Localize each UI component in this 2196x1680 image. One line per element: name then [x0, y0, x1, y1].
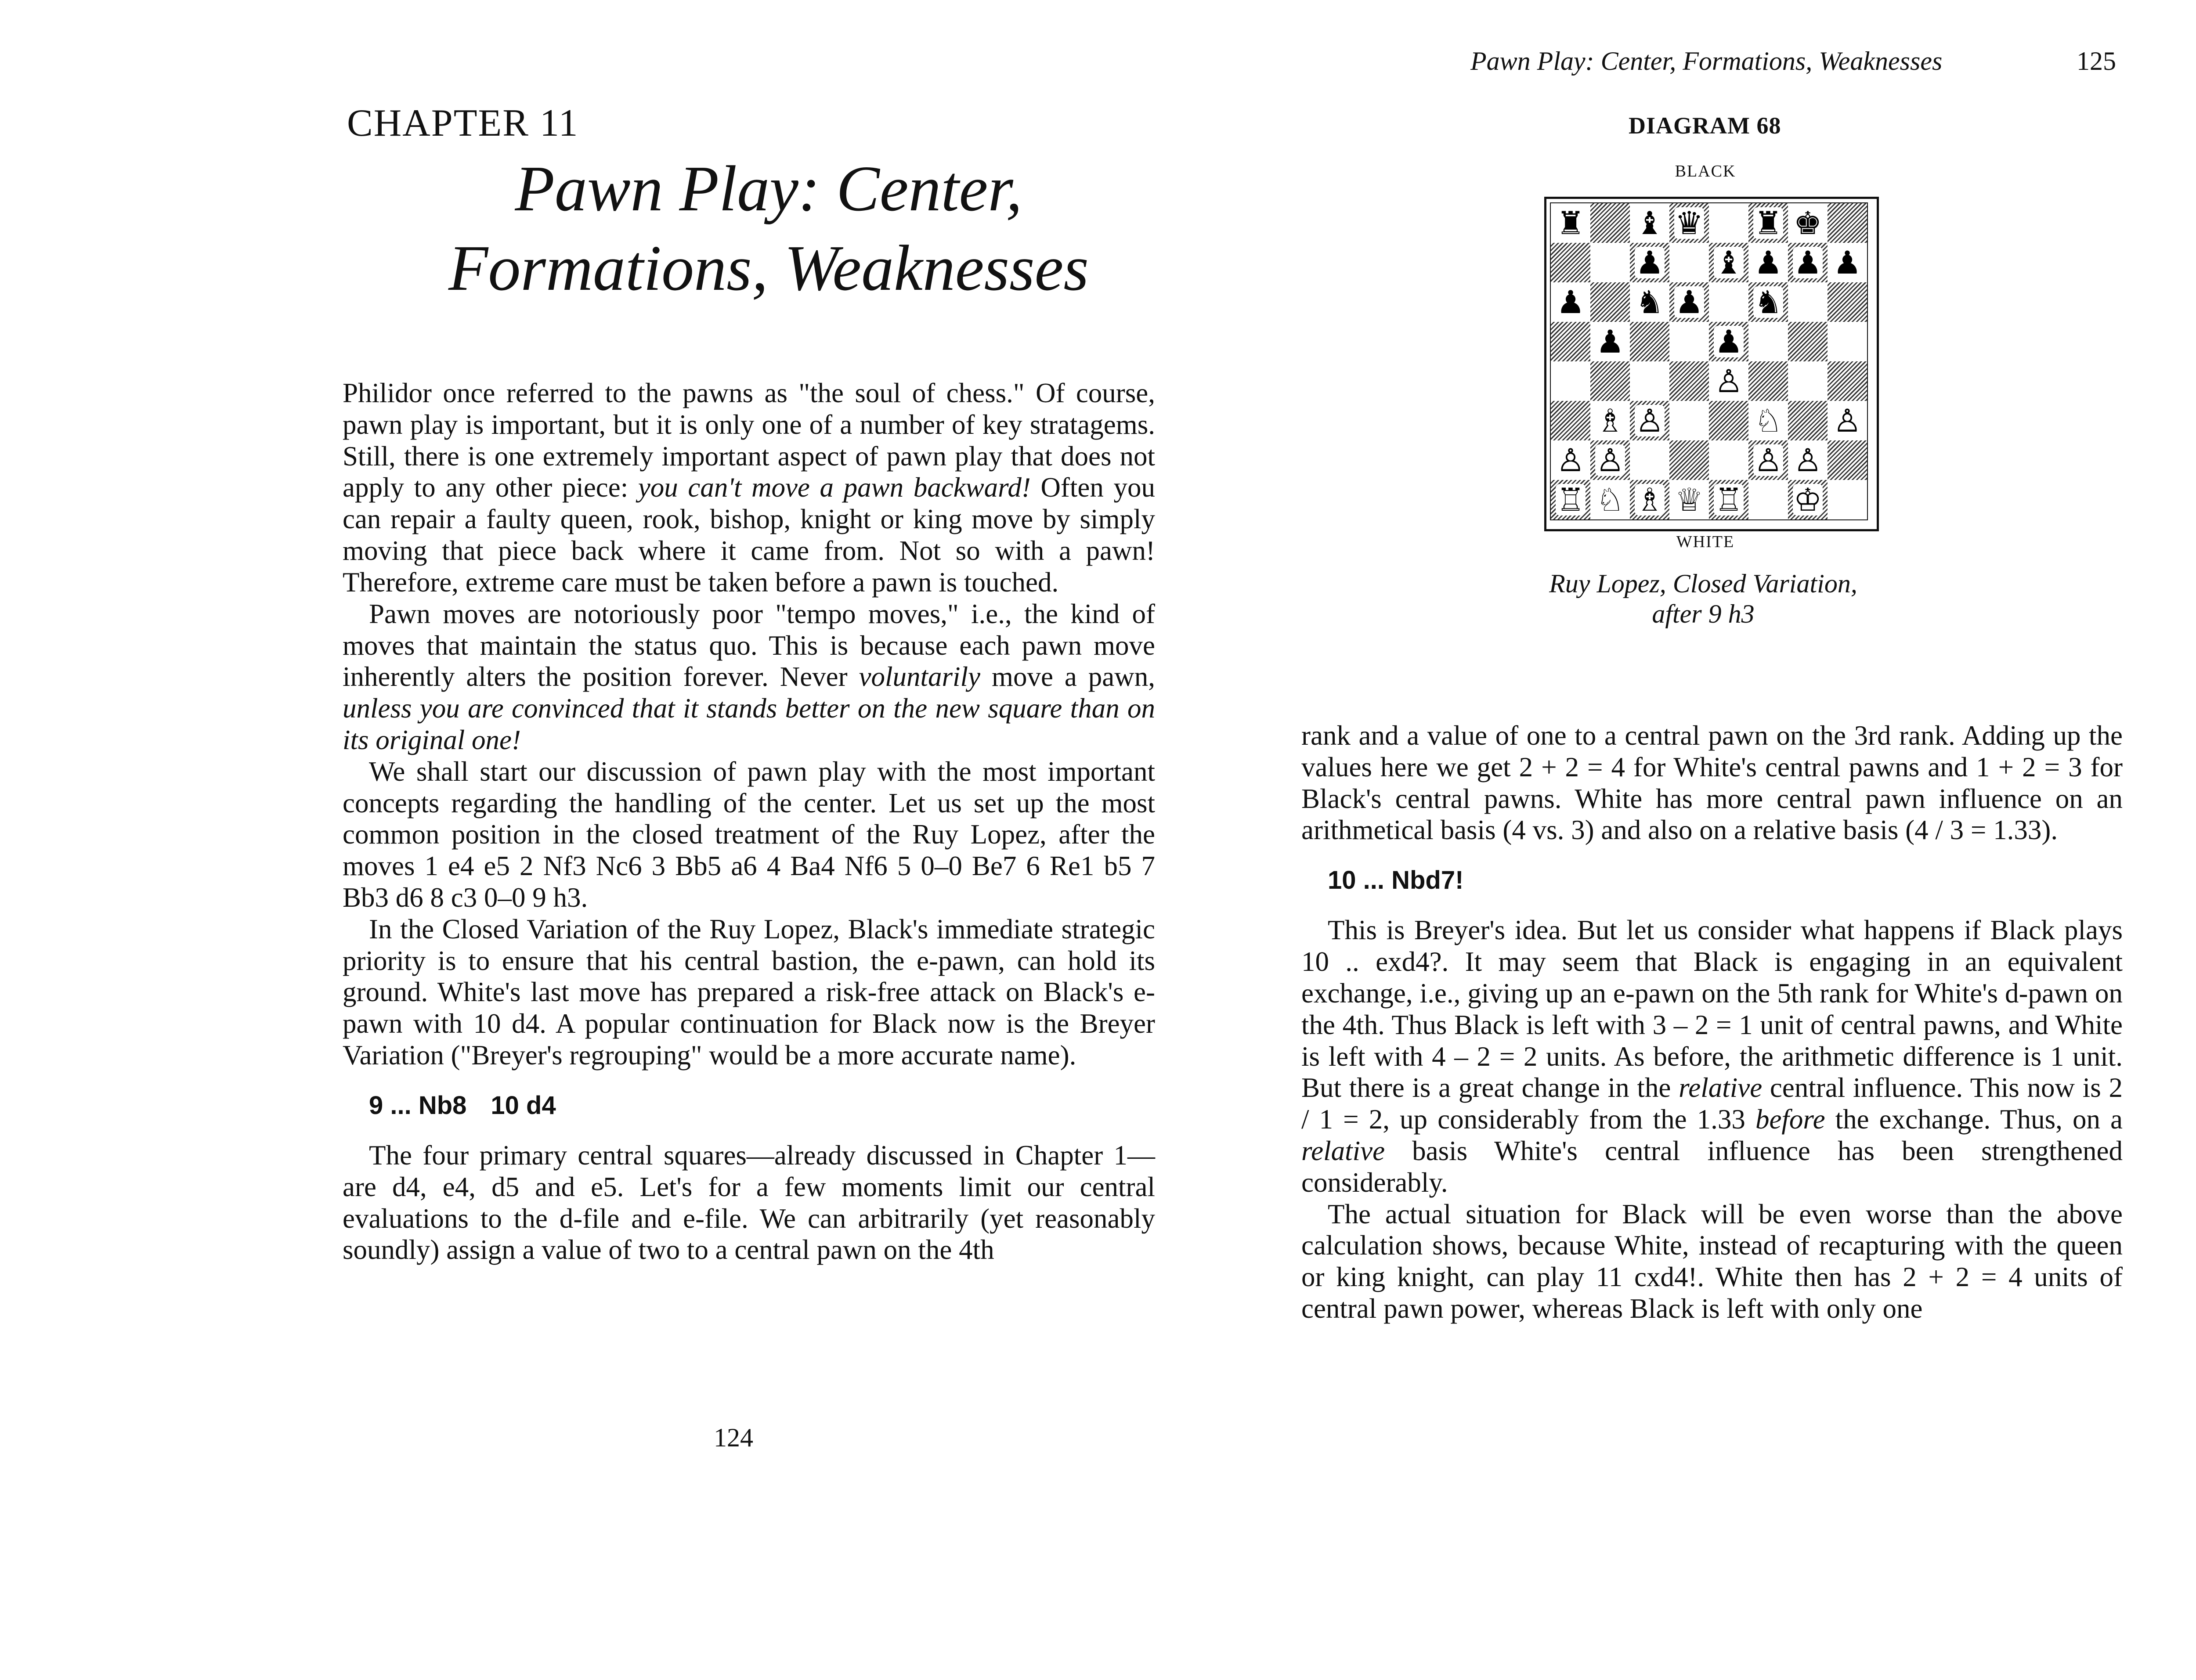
- black-pawn-icon: ♟: [1556, 284, 1585, 321]
- board-square: [1788, 401, 1828, 440]
- board-square: [1788, 440, 1828, 480]
- board-square: [1551, 322, 1590, 361]
- paragraph: [1301, 915, 2123, 1198]
- board-square: [1630, 282, 1669, 322]
- text-run: Pawn moves are notoriously poor "tempo moves," i.e., the kind of moves that maintain the status quo. This is because each pawn move inherently alters the position forever. Never: [343, 598, 1155, 692]
- black-pawn-icon: ♟: [1596, 323, 1625, 360]
- black-knight-icon: ♞: [1754, 284, 1783, 321]
- board-square: [1590, 401, 1630, 440]
- board-square: [1828, 401, 1867, 440]
- board-square: [1669, 480, 1709, 519]
- board-square: [1630, 203, 1669, 243]
- board-square: [1590, 322, 1630, 361]
- white-pawn-icon: ♙: [1833, 402, 1862, 439]
- board-square: [1669, 322, 1709, 361]
- white-knight-icon: ♘: [1754, 402, 1783, 439]
- paragraph: We shall start our discussion of pawn play with the most important concepts regarding the handling of the center. Let us set up the most common position in the closed treatment of the Ruy Lopez, after the moves 1 e4 e5 2 Nf3 Nc6 3 Bb5 a6 4 Ba4 Nf6 5 0–0 Be7 6 Re1 b5 7 Bb3 d6 8 c3 0–0 9 h3.: [343, 756, 1155, 913]
- board-square: [1669, 203, 1709, 243]
- white-queen-icon: ♕: [1675, 481, 1704, 518]
- chapter-title-line-1: Pawn Play: Center,: [515, 153, 1022, 225]
- board-square: [1828, 480, 1867, 519]
- black-rook-icon: ♜: [1556, 205, 1585, 242]
- paragraph: [343, 378, 1155, 598]
- text-run: move a pawn,: [980, 661, 1156, 692]
- white-pawn-icon: ♙: [1754, 442, 1783, 479]
- left-body-text: [343, 378, 1155, 1266]
- text-run: central influence. This now is 2 / 1 = 2, up considerably from the 1.33: [1301, 1072, 2123, 1135]
- board-square: [1748, 401, 1788, 440]
- board-square: [1828, 440, 1867, 480]
- board-square: [1669, 401, 1709, 440]
- board-square: [1788, 282, 1828, 322]
- caption-line-1: Ruy Lopez, Closed Variation,: [1549, 569, 1857, 598]
- white-king-icon: ♔: [1793, 481, 1822, 518]
- board-square: [1630, 440, 1669, 480]
- white-pawn-icon: ♙: [1714, 363, 1743, 400]
- board-square: [1828, 282, 1867, 322]
- emphasis-run: before: [1755, 1104, 1825, 1135]
- emphasis-run: voluntarily: [859, 661, 981, 692]
- white-side-label: WHITE: [1676, 533, 1735, 551]
- move-text: 10 d4: [491, 1091, 556, 1120]
- board-square: [1788, 243, 1828, 282]
- right-page: [1154, 0, 2196, 1680]
- black-pawn-icon: ♟: [1833, 244, 1862, 281]
- text-run: This is Breyer's idea. But let us consider what happens if Black plays 10 .. exd4?. It may seem that Black is engaging in an equivalent exchange, i.e., giving up an e-pawn on the 5th rank for White's d-pawn on the 4th. Thus Black is left with 3 – 2 = 1 unit of central pawns, and White is left with 4 – 2 = 2 units. As before, the arithmetic difference is 1 unit. But there is a great change in the: [1301, 915, 2123, 1103]
- board-square: [1630, 480, 1669, 519]
- board-square: [1709, 401, 1748, 440]
- paragraph: [343, 598, 1155, 756]
- emphasis-run: unless you are convinced that it stands better on the new square than on its original one!: [343, 693, 1155, 755]
- board-square: [1551, 361, 1590, 401]
- board-square: [1551, 243, 1590, 282]
- white-pawn-icon: ♙: [1556, 442, 1585, 479]
- board-square: [1709, 282, 1748, 322]
- black-knight-icon: ♞: [1635, 284, 1664, 321]
- paragraph: rank and a value of one to a central pawn on the 3rd rank. Adding up the values here we get 2 + 2 = 4 for White's central pawns and 1 + 2 = 3 for Black's central pawns. White has more central pawn influence on an arithmetical basis (4 vs. 3) and also on a relative basis (4 / 3 = 1.33).: [1301, 720, 2123, 846]
- white-pawn-icon: ♙: [1793, 442, 1822, 479]
- move-notation: [369, 1091, 1155, 1120]
- board-square: [1630, 322, 1669, 361]
- board-square: [1788, 480, 1828, 519]
- board-square: [1630, 401, 1669, 440]
- board-square: [1709, 440, 1748, 480]
- white-pawn-icon: ♙: [1596, 442, 1625, 479]
- board-square: [1709, 361, 1748, 401]
- running-head: Pawn Play: Center, Formations, Weaknesses: [1470, 47, 1943, 76]
- board-square: [1788, 322, 1828, 361]
- board-square: [1590, 282, 1630, 322]
- board-square: [1748, 322, 1788, 361]
- diagram-title: DIAGRAM 68: [1629, 112, 1781, 139]
- emphasis-run: relative: [1679, 1072, 1763, 1103]
- black-pawn-icon: ♟: [1675, 284, 1704, 321]
- move-notation: 10 ... Nbd7!: [1328, 866, 1464, 895]
- caption-line-2: after 9 h3: [1652, 599, 1755, 628]
- board-square: [1828, 243, 1867, 282]
- board-square: [1788, 361, 1828, 401]
- black-bishop-icon: ♝: [1635, 205, 1664, 242]
- text-run: Often you can repair a faulty queen, rook, bishop, knight or king move by simply moving that piece back where it came from. Not so with a pawn! Therefore, extreme care must be taken before a pawn is touched.: [343, 472, 1155, 598]
- black-queen-icon: ♛: [1675, 205, 1704, 242]
- board-square: [1669, 361, 1709, 401]
- chess-diagram: [1544, 197, 1879, 531]
- black-pawn-icon: ♟: [1754, 244, 1783, 281]
- board-square: [1551, 440, 1590, 480]
- paragraph: In the Closed Variation of the Ruy Lopez, Black's immediate strategic priority is to ensure that his central bastion, the e-pawn, can hold its ground. White's last move has prepared a risk-free attack on Black's e-pawn with 10 d4. A popular continuation for Black now is the Breyer Variation ("Breyer's regrouping" would be a more accurate name).: [343, 913, 1155, 1071]
- board-square: [1709, 480, 1748, 519]
- right-body-text: [1301, 720, 2123, 1325]
- board-square: [1788, 203, 1828, 243]
- board-square: [1748, 243, 1788, 282]
- text-run: Philidor once referred to the pawns as "the soul of chess." Of course, pawn play is important, but it is only one of a number of key stratagems. Still, there is one extremely important aspect of pawn play that does not apply to any other piece:: [343, 378, 1155, 503]
- board-square: [1551, 203, 1590, 243]
- white-knight-icon: ♘: [1596, 481, 1625, 518]
- board-square: [1551, 282, 1590, 322]
- board-square: [1748, 480, 1788, 519]
- paragraph: The actual situation for Black will be even worse than the above calculation shows, because White, instead of recapturing with the queen or king knight, can play 11 cxd4!. White then has 2 + 2 = 4 units of central pawn power, whereas Black is left with only one: [1301, 1198, 2123, 1324]
- black-pawn-icon: ♟: [1635, 244, 1664, 281]
- board-square: [1590, 203, 1630, 243]
- chess-board: [1550, 202, 1868, 520]
- black-king-icon: ♚: [1793, 205, 1822, 242]
- text-run: the exchange. Thus, on a: [1825, 1104, 2123, 1135]
- emphasis-run: you can't move a pawn backward!: [638, 472, 1031, 503]
- board-square: [1828, 361, 1867, 401]
- board-square: [1709, 203, 1748, 243]
- board-square: [1590, 361, 1630, 401]
- white-pawn-icon: ♙: [1635, 402, 1664, 439]
- board-square: [1630, 361, 1669, 401]
- board-square: [1669, 282, 1709, 322]
- board-square: [1590, 440, 1630, 480]
- black-rook-icon: ♜: [1754, 205, 1783, 242]
- board-square: [1630, 243, 1669, 282]
- black-pawn-icon: ♟: [1793, 244, 1822, 281]
- white-bishop-icon: ♗: [1596, 402, 1625, 439]
- page-number: 125: [2077, 47, 2116, 76]
- black-pawn-icon: ♟: [1714, 323, 1743, 360]
- paragraph: The four primary central squares—already discussed in Chapter 1—are d4, e4, d5 and e5. Let's for a few moments limit our central evaluations to the d-file and e-file. We can arbitrarily (yet reasonably soundly) assign a value of two to a central pawn on the 4th: [343, 1139, 1155, 1265]
- white-rook-icon: ♖: [1556, 481, 1585, 518]
- board-square: [1669, 243, 1709, 282]
- board-square: [1748, 203, 1788, 243]
- board-square: [1709, 243, 1748, 282]
- emphasis-run: relative: [1301, 1136, 1385, 1167]
- board-square: [1590, 480, 1630, 519]
- text-run: basis White's central influence has been strengthened considerably.: [1301, 1136, 2123, 1198]
- black-bishop-icon: ♝: [1714, 244, 1743, 281]
- chapter-label: CHAPTER 11: [347, 102, 579, 144]
- black-side-label: BLACK: [1675, 162, 1736, 180]
- board-square: [1748, 282, 1788, 322]
- board-square: [1828, 322, 1867, 361]
- board-square: [1551, 401, 1590, 440]
- diagram-caption: [1462, 569, 1945, 629]
- board-square: [1551, 480, 1590, 519]
- move-text: 9 ... Nb8: [369, 1091, 467, 1120]
- chapter-title: [395, 149, 1142, 308]
- board-square: [1748, 361, 1788, 401]
- board-square: [1590, 243, 1630, 282]
- board-square: [1709, 322, 1748, 361]
- chapter-title-line-2: Formations, Weaknesses: [448, 232, 1089, 304]
- white-bishop-icon: ♗: [1635, 481, 1664, 518]
- page-number: 124: [714, 1423, 753, 1452]
- board-square: [1669, 440, 1709, 480]
- board-square: [1748, 440, 1788, 480]
- white-rook-icon: ♖: [1714, 481, 1743, 518]
- board-square: [1828, 203, 1867, 243]
